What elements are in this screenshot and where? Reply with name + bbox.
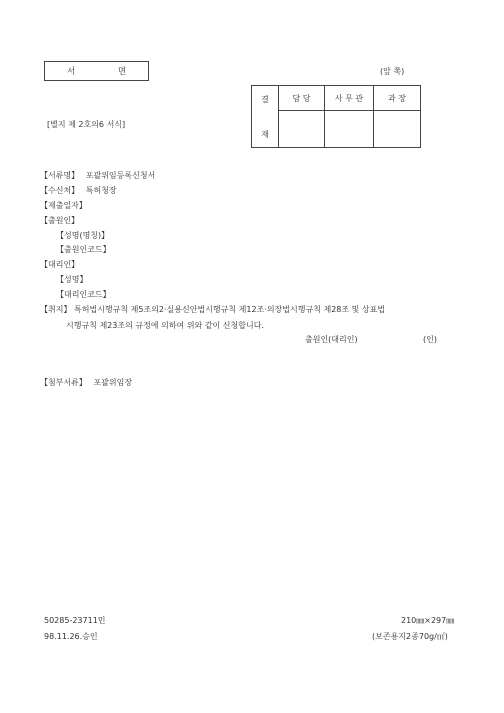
purpose-label: 【취지】 [40, 305, 72, 314]
doc-name-label: 【서류명】 [40, 171, 80, 180]
agent-label: 【대리인】 [40, 260, 80, 269]
submit-date-label: 【제출일자】 [40, 201, 87, 210]
footer-size: 210㎜×297㎜ [401, 616, 455, 625]
approval-col-officer: 사 무 관 [325, 86, 374, 111]
attachments-row [40, 377, 132, 388]
recipient-row [40, 185, 117, 196]
approval-sign-officer [325, 111, 374, 148]
form-title-box [44, 61, 149, 81]
doc-name-row [40, 170, 155, 181]
front-side-label: (앞 쪽) [380, 67, 405, 76]
approval-sign-chief [374, 111, 421, 148]
attachments-label: 【첨부서류】 [40, 378, 87, 387]
purpose-text-line1: 특허법시행규칙 제5조의2·실용신안법시행규칙 제12조·의장법시행규칙 제28조 및 상표법 [74, 305, 386, 314]
footer-approval-date: 98.11.26.승인 [44, 632, 98, 641]
form-number: [별지 제 2호의6 서식] [47, 120, 126, 129]
purpose-text-line2: 시행규칙 제23조의 규정에 의하여 위와 같이 신청합니다. [66, 321, 264, 330]
doc-name-value: 포괄위임등록신청서 [85, 171, 156, 180]
form-title: 서 면 [66, 67, 147, 77]
agent-name-label: 【성명】 [56, 275, 88, 284]
approval-label-cell [252, 86, 279, 148]
approval-table [251, 85, 421, 148]
approval-col-chief: 과 장 [374, 86, 421, 111]
applicant-code-label: 【출원인코드】 [56, 245, 111, 254]
applicant-label: 【출원인】 [40, 216, 80, 225]
approval-label-je: 재 [261, 129, 269, 139]
footer-code: 50285-23711민 [44, 616, 106, 625]
footer-paper: (보존용지2종70g/㎡) [372, 632, 448, 641]
applicant-signature: 출원인(대리인) [305, 335, 358, 344]
attachments-value: 포괄위임장 [93, 378, 133, 387]
approval-col-staff: 담 당 [279, 86, 325, 111]
recipient-value: 특허청장 [85, 186, 117, 195]
applicant-name-label: 【성명(명칭)】 [56, 231, 110, 240]
purpose-row [40, 304, 385, 315]
agent-code-label: 【대리인코드】 [56, 290, 111, 299]
approval-label-gyeol: 결 [261, 94, 269, 104]
approval-sign-staff [279, 111, 325, 148]
recipient-label: 【수신처】 [40, 186, 80, 195]
seal-mark: (인) [423, 335, 437, 344]
